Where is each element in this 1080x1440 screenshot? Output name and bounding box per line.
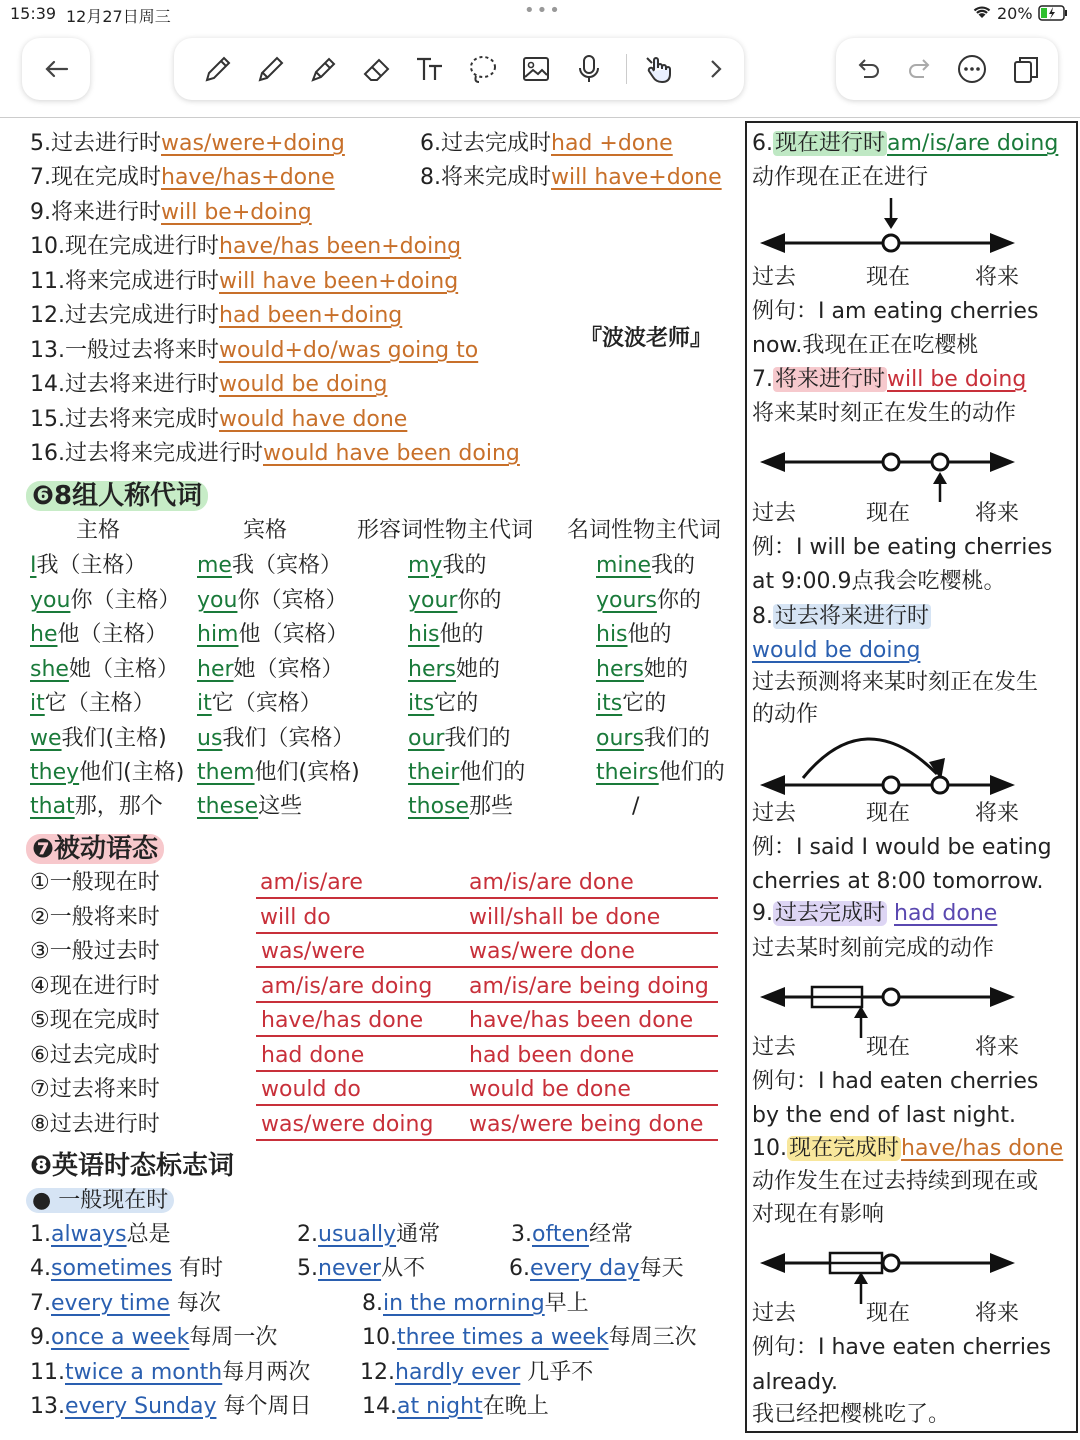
pronoun-cell: its它的 [408, 691, 479, 716]
battery-text: 20% [997, 4, 1033, 23]
marker-word: 13.every Sunday 每个周日 [30, 1394, 312, 1419]
pronoun-cell: you你（主格） [30, 588, 181, 613]
passive-active-form: was/were doing [261, 1112, 434, 1137]
hand-touch-icon[interactable] [636, 38, 684, 100]
passive-tense-label: ④现在进行时 [30, 974, 160, 999]
toolbar-divider-line [0, 117, 1080, 118]
example-line: by the end of last night. [752, 1103, 1016, 1128]
tense-heading-present-perfect: 10.现在完成时have/has done [752, 1136, 1064, 1161]
passive-passive-form: am/is/are done [469, 870, 634, 895]
tense-item: 9.将来进行时will be+doing [30, 200, 312, 225]
redo-icon[interactable] [896, 38, 944, 100]
pronoun-cell: hers她的 [408, 657, 501, 682]
label-now: 现在 [866, 501, 911, 526]
passive-active-form: would do [261, 1077, 361, 1102]
pronoun-cell: those那些 [408, 794, 514, 819]
microphone-icon[interactable] [565, 38, 613, 100]
passive-tense-label: ③一般过去时 [30, 939, 160, 964]
timeline-diagram [755, 972, 1020, 1040]
tense-description: 过去某时刻前完成的动作 [752, 936, 995, 961]
passive-active-form: am/is/are [260, 870, 363, 895]
timeline-diagram [755, 722, 1020, 800]
example-line: at 9:00.9点我会吃樱桃。 [752, 569, 1006, 594]
tense-item: 16.过去将来完成进行时would have been doing [30, 441, 520, 466]
label-now: 现在 [866, 265, 911, 290]
tense-form: would be doing [752, 638, 921, 663]
marker-word: 11.twice a month每月两次 [30, 1360, 311, 1385]
passive-passive-form: would be done [469, 1077, 631, 1102]
tense-item: 11.将来完成进行时will have been+doing [30, 269, 459, 294]
passive-passive-form: have/has been done [469, 1008, 694, 1033]
tense-heading-future-continuous: 7.将来进行时will be doing [752, 367, 1027, 392]
label-future: 将来 [975, 265, 1020, 290]
tense-heading-past-perfect: 9.过去完成时 had done [752, 901, 998, 926]
section-title-pronouns: ❻8组人称代词 [26, 475, 208, 512]
tense-item: 8.将来完成时will have+done [420, 165, 722, 190]
example-line: 我已经把樱桃吃了。 [752, 1402, 951, 1427]
pronoun-cell: mine我的 [596, 553, 696, 578]
tense-description: 将来某时刻正在发生的动作 [752, 401, 1017, 426]
pen-icon[interactable] [194, 38, 242, 100]
passive-tense-label: ⑥过去完成时 [30, 1043, 160, 1068]
pronoun-cell: its它的 [596, 691, 667, 716]
tense-item: 5.过去进行时was/were+doing [30, 131, 345, 156]
example-line: already. [752, 1370, 839, 1395]
more-icon[interactable] [948, 38, 996, 100]
tense-description: 动作发生在过去持续到现在或 [752, 1169, 1039, 1194]
markers-subtitle: ● 一般现在时 [26, 1184, 174, 1218]
label-future: 将来 [975, 501, 1020, 526]
pronoun-header: 形容词性物主代词 [357, 518, 534, 543]
example-line: now.我现在正在吃樱桃 [752, 333, 979, 358]
pronoun-cell: their他们的 [408, 760, 526, 785]
highlighter-icon[interactable] [300, 38, 348, 100]
toolbar [0, 28, 1080, 118]
right-actions-pill [836, 38, 1058, 100]
tense-description: 的动作 [752, 702, 819, 727]
pronoun-cell: our我们的 [408, 726, 511, 751]
pronoun-cell: that那，那个 [30, 794, 163, 819]
pronoun-cell: he他（主格） [30, 622, 168, 647]
example-line: 例：I will be eating cherries [752, 535, 1053, 560]
passive-passive-form: had been done [469, 1043, 635, 1068]
label-past: 过去 [752, 265, 797, 290]
back-button[interactable] [22, 38, 90, 100]
pages-icon[interactable] [1002, 38, 1050, 100]
passive-tense-label: ⑦过去将来时 [30, 1077, 160, 1102]
marker-word: 5.never从不 [297, 1256, 426, 1281]
pronoun-cell: my我的 [408, 553, 487, 578]
passive-active-form: have/has done [261, 1008, 424, 1033]
tense-item: 15.过去将来完成时would have done [30, 407, 408, 432]
pronoun-cell: them他们(宾格) [197, 760, 360, 785]
pronoun-cell: it它（主格） [30, 691, 155, 716]
wifi-icon [972, 4, 992, 24]
example-line: 例句：I am eating cherries [752, 299, 1039, 324]
marker-word: 10.three times a week每周三次 [362, 1325, 697, 1350]
pronoun-cell: / [632, 794, 640, 819]
label-past: 过去 [752, 501, 797, 526]
pronoun-header: 名词性物主代词 [567, 518, 722, 543]
section-title-markers: ❽英语时态标志词 [30, 1151, 235, 1181]
pronoun-header: 主格 [76, 518, 121, 543]
back-arrow-icon [32, 38, 80, 100]
tense-description: 过去预测将来某时刻正在发生 [752, 670, 1039, 695]
pronoun-header: 宾格 [243, 518, 288, 543]
marker-word: 12.hardly ever 几乎不 [360, 1360, 594, 1385]
passive-passive-form: was/were done [469, 939, 635, 964]
section-title-passive: ❼被动语态 [26, 828, 164, 865]
multitask-dots[interactable]: ••• [524, 0, 562, 21]
pronoun-cell: me我（宾格） [197, 553, 342, 578]
pronoun-cell: hers她的 [596, 657, 689, 682]
pronoun-cell: she她（主格） [30, 657, 179, 682]
label-now: 现在 [866, 1301, 911, 1326]
passive-passive-form: will/shall be done [469, 905, 661, 930]
status-bar [0, 0, 1080, 28]
pronoun-cell: we我们(主格) [30, 726, 167, 751]
passive-active-form: was/were [261, 939, 365, 964]
passive-active-form: am/is/are doing [261, 974, 433, 999]
marker-word: 2.usually通常 [297, 1222, 441, 1247]
pronoun-cell: I我（主格） [30, 553, 147, 578]
label-future: 将来 [975, 801, 1020, 826]
pronoun-cell: you你（宾格） [197, 588, 348, 613]
passive-tense-label: ①一般现在时 [30, 870, 160, 895]
lasso-icon[interactable] [459, 38, 507, 100]
marker-word: 8.in the morning早上 [362, 1291, 589, 1316]
marker-word: 4.sometimes 有时 [30, 1256, 224, 1281]
pronoun-cell: us我们（宾格） [197, 726, 355, 751]
text-tool-icon[interactable] [406, 38, 454, 100]
eraser-icon[interactable] [353, 38, 401, 100]
example-line: 例句：I had eaten cherries [752, 1069, 1039, 1094]
label-past: 过去 [752, 1035, 797, 1060]
pronoun-cell: it它（宾格） [197, 691, 322, 716]
passive-active-form: had done [261, 1043, 365, 1068]
image-icon[interactable] [512, 38, 560, 100]
pronoun-cell: these这些 [197, 794, 303, 819]
status-date: 12月27日周三 [66, 7, 171, 26]
teacher-signature: 『波波老师』 [580, 326, 713, 351]
tense-item: 6.过去完成时had +done [420, 131, 673, 156]
tense-item: 14.过去将来进行时would be doing [30, 372, 388, 397]
label-future: 将来 [975, 1301, 1020, 1326]
tense-item: 10.现在完成进行时have/has been+doing [30, 234, 462, 259]
label-now: 现在 [866, 1035, 911, 1060]
toolbar-divider [626, 54, 627, 84]
pronoun-cell: your你的 [408, 588, 502, 613]
tense-description: 对现在有影响 [752, 1202, 885, 1227]
tense-item: 13.一般过去将来时would+do/was going to [30, 338, 479, 363]
undo-icon[interactable] [844, 38, 892, 100]
example-line: 例句：I have eaten cherries [752, 1335, 1051, 1360]
marker-word: 7.every time 每次 [30, 1291, 221, 1316]
marker-word: 1.always总是 [30, 1222, 171, 1247]
marker-word: 14.at night在晚上 [362, 1394, 549, 1419]
label-past: 过去 [752, 801, 797, 826]
label-now: 现在 [866, 801, 911, 826]
passive-passive-form: was/were being done [469, 1112, 704, 1137]
pronoun-cell: his他的 [408, 622, 484, 647]
example-line: cherries at 8:00 tomorrow. [752, 869, 1044, 894]
passive-tense-label: ⑧过去进行时 [30, 1112, 160, 1137]
pronoun-cell: his他的 [596, 622, 672, 647]
marker-word: 9.once a week每周一次 [30, 1325, 278, 1350]
tense-description: 动作现在正在进行 [752, 165, 929, 190]
label-past: 过去 [752, 1301, 797, 1326]
pencil-icon[interactable] [247, 38, 295, 100]
pronoun-cell: her她（宾格） [197, 657, 344, 682]
tense-heading-present-continuous: 6.现在进行时am/is/are doing [752, 131, 1059, 156]
label-future: 将来 [975, 1035, 1020, 1060]
status-time: 15:39 [10, 4, 57, 23]
marker-word: 3.often经常 [511, 1222, 633, 1247]
example-line: 例：I said I would be eating [752, 835, 1052, 860]
tense-heading-past-future-continuous: 8.过去将来进行时 [752, 604, 930, 629]
pronoun-cell: yours你的 [596, 588, 701, 613]
timeline-diagram [755, 1238, 1020, 1306]
passive-tense-label: ②一般将来时 [30, 905, 160, 930]
pronoun-cell: him他（宾格） [197, 622, 349, 647]
tense-item: 12.过去完成进行时had been+doing [30, 303, 403, 328]
tools-pill [174, 38, 744, 100]
pronoun-cell: ours我们的 [596, 726, 710, 751]
passive-passive-form: am/is/are being doing [469, 974, 709, 999]
marker-word: 6.every day每天 [509, 1256, 684, 1281]
pronoun-cell: they他们(主格) [30, 760, 185, 785]
timeline-diagram [755, 196, 1020, 266]
chevron-right-icon[interactable] [692, 38, 740, 100]
pronoun-cell: theirs他们的 [596, 760, 725, 785]
tense-item: 7.现在完成时have/has+done [30, 165, 335, 190]
battery-icon [1038, 5, 1068, 25]
passive-active-form: will do [260, 905, 331, 930]
passive-tense-label: ⑤现在完成时 [30, 1008, 160, 1033]
